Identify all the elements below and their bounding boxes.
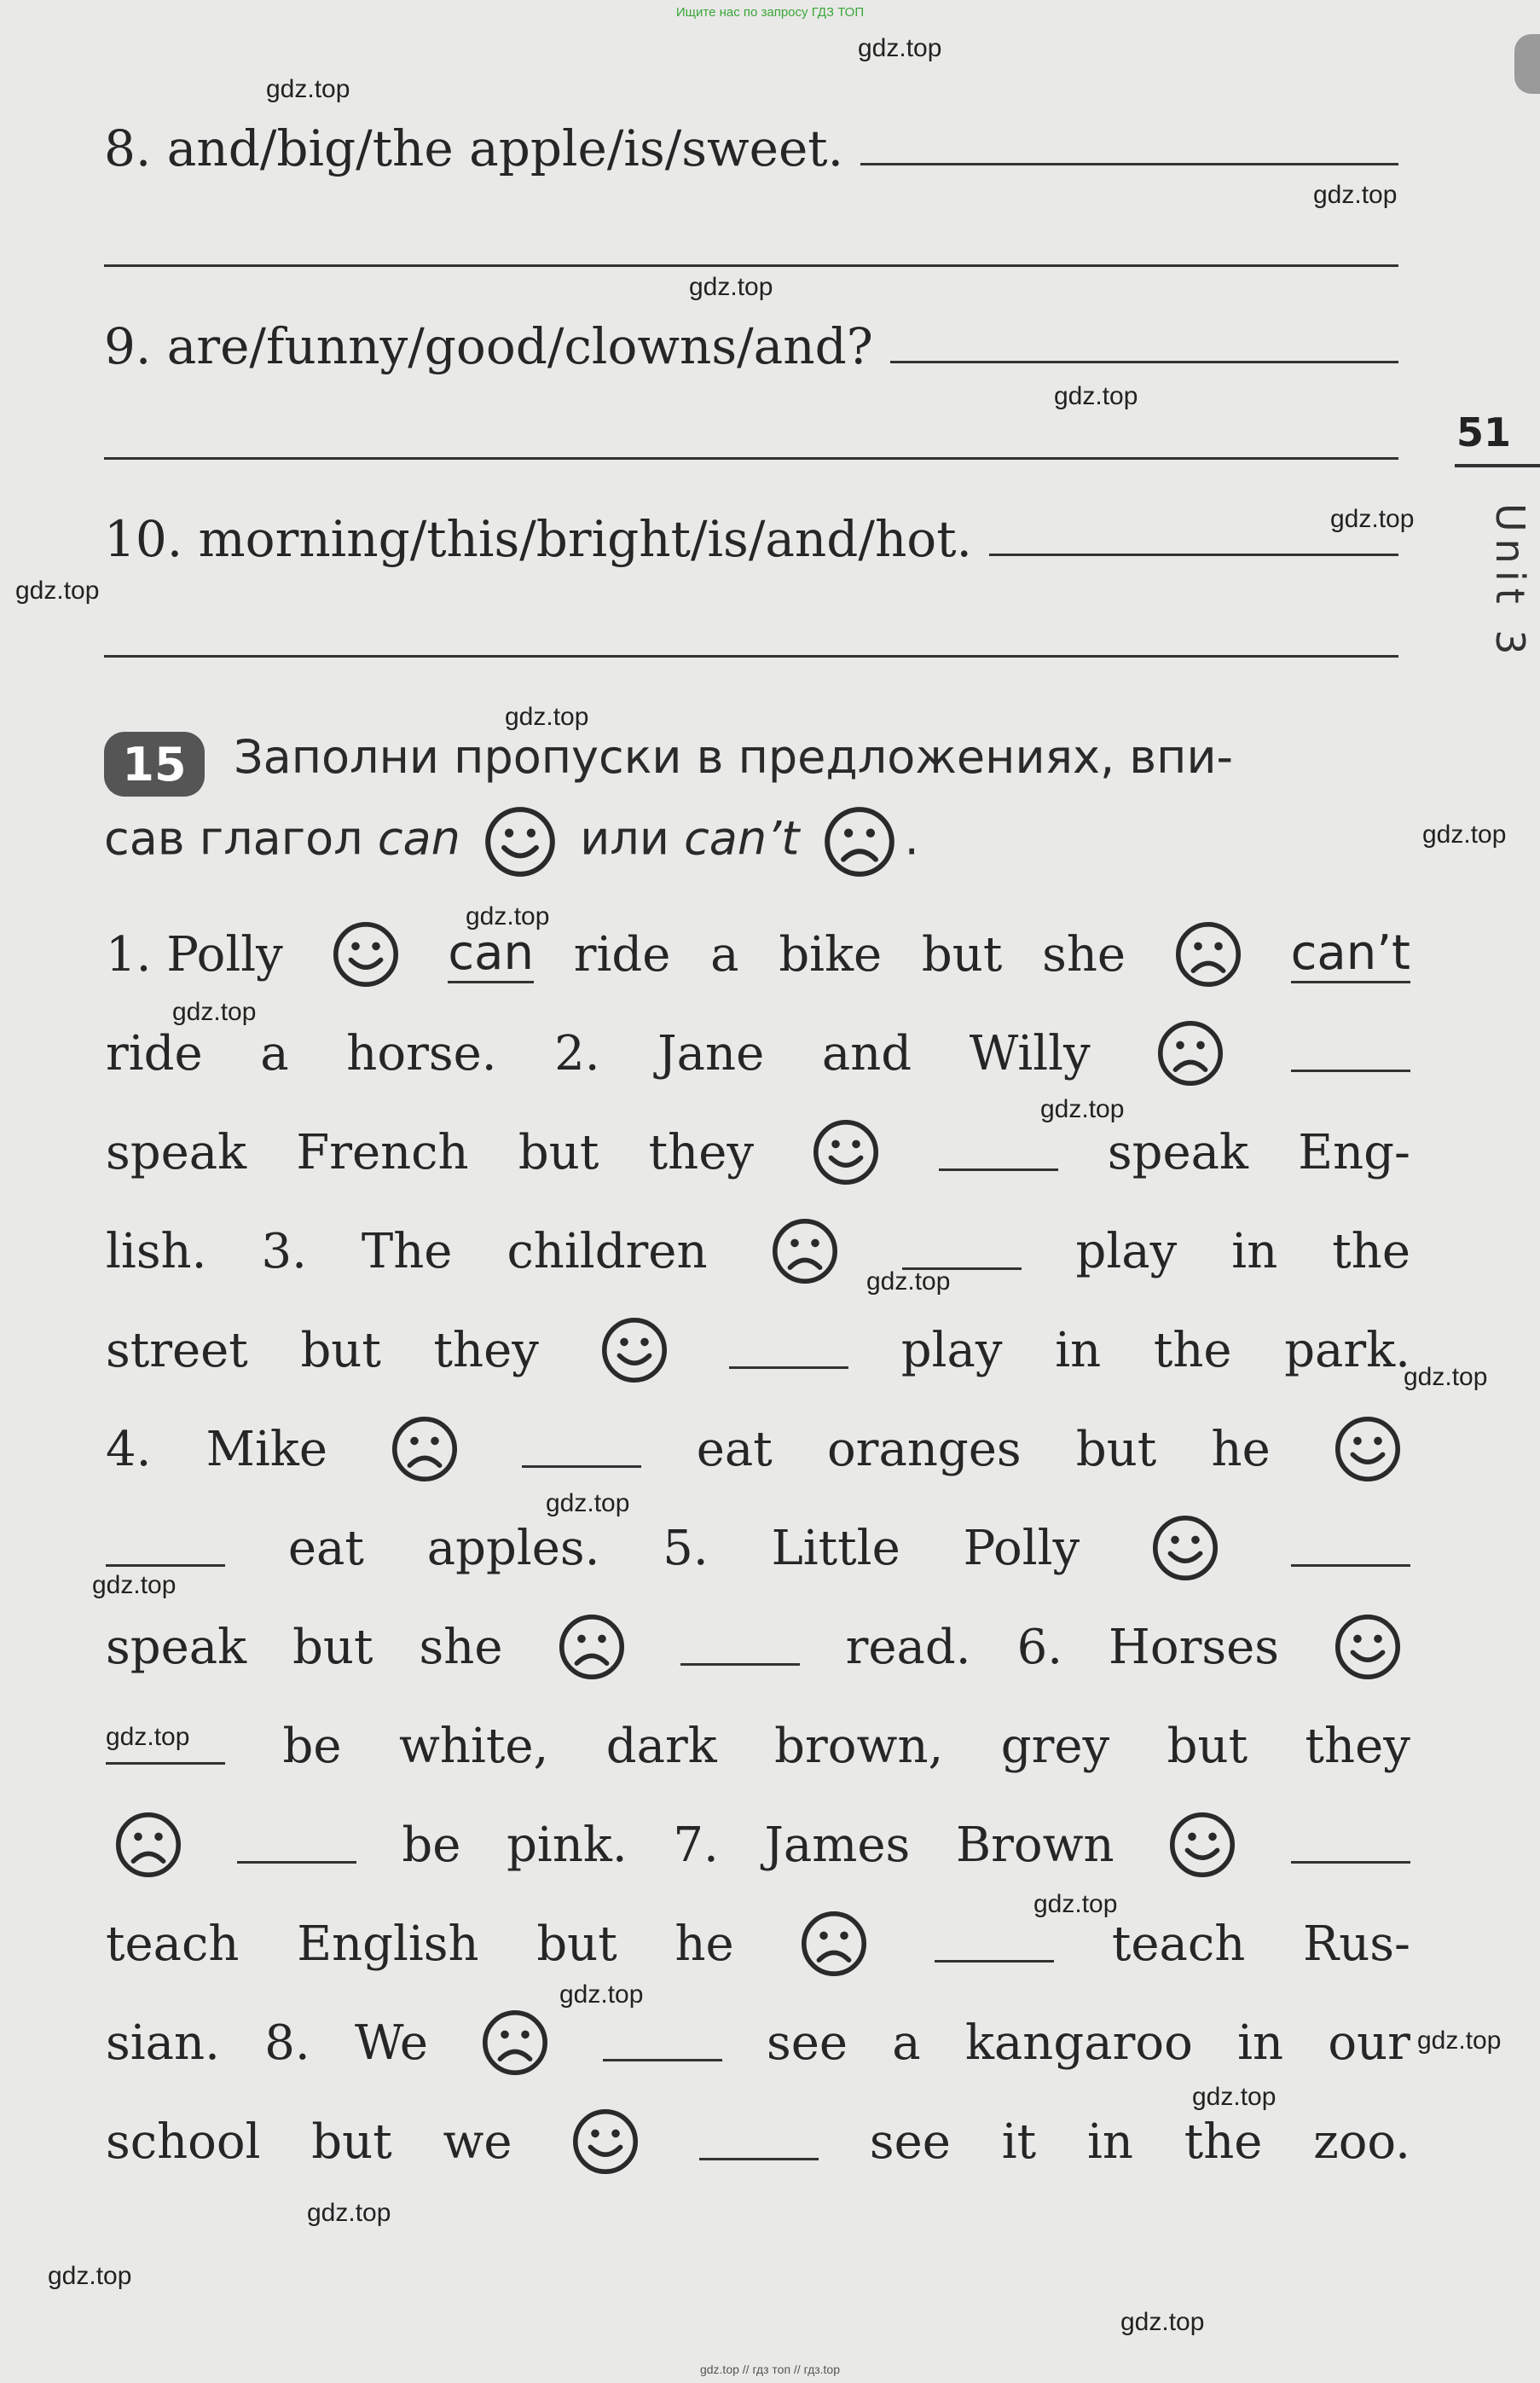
exercise-word: apples. bbox=[426, 1520, 600, 1576]
happy-face-icon bbox=[812, 1118, 880, 1186]
instruction-cant: can’t bbox=[684, 811, 800, 866]
top-banner: Ищите нас по запросу ГДЗ ТОП bbox=[675, 5, 865, 20]
sad-face-icon bbox=[771, 1217, 839, 1285]
exercise-word: James bbox=[764, 1817, 911, 1873]
exercise-word: a bbox=[892, 2015, 921, 2071]
exercise-word: she bbox=[419, 1619, 503, 1675]
exercise-word: 3. bbox=[261, 1223, 307, 1279]
happy-face-icon bbox=[1334, 1613, 1402, 1681]
watermark: gdz.top bbox=[1054, 382, 1138, 410]
exercise-word: street bbox=[106, 1322, 248, 1378]
watermark: gdz.top bbox=[92, 1571, 177, 1599]
exercise-word: the bbox=[1184, 2113, 1263, 2170]
answer-blank[interactable] bbox=[989, 553, 1398, 556]
answer-blank[interactable] bbox=[603, 2025, 722, 2061]
sad-face-icon bbox=[114, 1811, 182, 1879]
prev-item-10 bbox=[104, 510, 1398, 568]
happy-face-icon bbox=[1151, 1514, 1219, 1582]
exercise-word: be bbox=[282, 1718, 342, 1774]
exercise-word: he bbox=[1211, 1421, 1271, 1477]
watermark: gdz.top bbox=[1192, 2083, 1277, 2111]
happy-face-icon bbox=[332, 920, 400, 989]
exercise-word: children bbox=[507, 1223, 708, 1279]
exercise-line bbox=[106, 1105, 1410, 1199]
answer-blank[interactable] bbox=[237, 1827, 356, 1864]
exercise-line bbox=[106, 1006, 1410, 1100]
watermark: gdz.top bbox=[559, 1980, 644, 2009]
exercise-word: but bbox=[311, 2113, 392, 2170]
exercise-word: a bbox=[710, 926, 739, 983]
answer-blank[interactable] bbox=[1291, 1530, 1410, 1567]
answer-blank[interactable] bbox=[680, 1629, 800, 1666]
watermark: gdz.top bbox=[689, 273, 773, 301]
sad-face-icon bbox=[800, 1910, 868, 1978]
answer-blank[interactable] bbox=[1291, 1035, 1410, 1072]
answer-line[interactable] bbox=[104, 655, 1398, 658]
sad-face-icon bbox=[391, 1415, 459, 1483]
exercise-word: they bbox=[1305, 1718, 1410, 1774]
exercise-word: we bbox=[443, 2113, 512, 2170]
exercise-line bbox=[106, 1897, 1410, 1991]
exercise-word: but bbox=[300, 1322, 381, 1378]
answer-blank[interactable] bbox=[902, 1233, 1022, 1270]
happy-face-icon bbox=[571, 2108, 640, 2176]
watermark: gdz.top bbox=[466, 902, 550, 931]
exercise-word: kangaroo bbox=[964, 2015, 1193, 2071]
exercise-word: Brown bbox=[955, 1817, 1114, 1873]
exercise-word: horse. bbox=[346, 1025, 497, 1081]
exercise-word: oranges bbox=[826, 1421, 1022, 1477]
exercise-word: in bbox=[1055, 1322, 1102, 1378]
exercise-word: Willy bbox=[969, 1025, 1091, 1081]
watermark: gdz.top bbox=[505, 703, 589, 731]
instruction-end: . bbox=[904, 811, 919, 866]
exercise-number-badge: 15 bbox=[104, 732, 205, 797]
exercise-word: pink. bbox=[507, 1817, 628, 1873]
page-corner-tab bbox=[1514, 34, 1540, 94]
exercise-word: bike bbox=[779, 926, 883, 983]
exercise-word: but bbox=[292, 1619, 373, 1675]
watermark: gdz.top bbox=[1417, 2026, 1502, 2055]
exercise-word: grey bbox=[1000, 1718, 1110, 1774]
exercise-word: 6. bbox=[1016, 1619, 1062, 1675]
exercise-line bbox=[106, 907, 1410, 1001]
exercise-line bbox=[106, 1204, 1410, 1298]
prev-item-text: 9. are/funny/good/clowns/and? bbox=[104, 317, 873, 375]
exercise-word: play bbox=[1075, 1223, 1178, 1279]
answer-line[interactable] bbox=[104, 457, 1398, 460]
prev-item-9 bbox=[104, 317, 1398, 375]
exercise-word: English bbox=[297, 1916, 479, 1972]
exercise-line bbox=[106, 1303, 1410, 1397]
exercise-line bbox=[106, 1600, 1410, 1694]
instruction-text: сав глагол bbox=[104, 811, 363, 866]
exercise-word: they bbox=[433, 1322, 539, 1378]
exercise-word: our bbox=[1328, 2015, 1410, 2071]
exercise-word: but bbox=[921, 926, 1003, 983]
sad-face-icon bbox=[1156, 1019, 1224, 1087]
exercise-word: speak bbox=[106, 1124, 247, 1180]
exercise-word: play bbox=[900, 1322, 1003, 1378]
answer-blank[interactable] bbox=[699, 2124, 819, 2160]
exercise-word: and bbox=[821, 1025, 912, 1081]
answer-blank[interactable] bbox=[106, 1728, 225, 1765]
watermark: gdz.top bbox=[1330, 505, 1415, 533]
exercise-word: French bbox=[296, 1124, 469, 1180]
exercise-word: but bbox=[1167, 1718, 1248, 1774]
exercise-word: Rus- bbox=[1303, 1916, 1410, 1972]
filled-answer: can’t bbox=[1291, 925, 1410, 983]
exercise-line bbox=[106, 1798, 1410, 1892]
watermark: gdz.top bbox=[106, 1723, 190, 1751]
exercise-word: Little bbox=[771, 1520, 900, 1576]
exercise-word: speak bbox=[1107, 1124, 1248, 1180]
exercise-word: Eng- bbox=[1298, 1124, 1410, 1180]
watermark: gdz.top bbox=[1033, 1890, 1118, 1918]
exercise-word: 8. bbox=[264, 2015, 310, 2071]
exercise-line bbox=[106, 1501, 1410, 1595]
exercise-word: dark bbox=[605, 1718, 717, 1774]
answer-blank[interactable] bbox=[729, 1332, 848, 1369]
watermark: gdz.top bbox=[1040, 1095, 1125, 1123]
answer-blank[interactable] bbox=[890, 360, 1398, 363]
instruction-can: can bbox=[377, 811, 460, 866]
answer-blank[interactable] bbox=[106, 1530, 225, 1567]
exercise-word: but bbox=[536, 1916, 617, 1972]
watermark: gdz.top bbox=[546, 1489, 630, 1517]
sad-face-icon bbox=[481, 2009, 549, 2077]
exercise-word: Polly bbox=[963, 1520, 1080, 1576]
happy-face-icon bbox=[600, 1316, 669, 1384]
exercise-instruction-line2 bbox=[104, 805, 1409, 878]
exercise-word: Mike bbox=[206, 1421, 327, 1477]
answer-blank[interactable] bbox=[1291, 1827, 1410, 1864]
exercise-word: Horses bbox=[1109, 1619, 1279, 1675]
answer-blank[interactable] bbox=[860, 162, 1398, 165]
watermark: gdz.top bbox=[1404, 1363, 1488, 1391]
exercise-word: speak bbox=[106, 1619, 247, 1675]
watermark: gdz.top bbox=[1313, 181, 1398, 209]
exercise-instruction-line1: Заполни пропуски в предложениях, впи- bbox=[234, 730, 1234, 784]
exercise-line bbox=[106, 1699, 1410, 1793]
answer-blank[interactable] bbox=[939, 1134, 1058, 1171]
exercise-word: 2. bbox=[554, 1025, 600, 1081]
exercise-word: eat bbox=[696, 1421, 773, 1477]
exercise-word: he bbox=[674, 1916, 734, 1972]
exercise-word: the bbox=[1332, 1223, 1410, 1279]
exercise-word: she bbox=[1042, 926, 1126, 983]
exercise-word: zoo. bbox=[1313, 2113, 1410, 2170]
exercise-word: Jane bbox=[657, 1025, 765, 1081]
exercise-word: We bbox=[354, 2015, 429, 2071]
watermark: gdz.top bbox=[172, 998, 257, 1026]
sad-face-icon bbox=[823, 805, 896, 878]
exercise-word: lish. bbox=[106, 1223, 207, 1279]
exercise-word: 1. Polly bbox=[106, 926, 283, 983]
exercise-word: it bbox=[1001, 2113, 1037, 2170]
unit-label: Unit 3 bbox=[1487, 503, 1533, 662]
exercise-word: a bbox=[260, 1025, 289, 1081]
happy-face-icon bbox=[483, 805, 557, 878]
sad-face-icon bbox=[558, 1613, 626, 1681]
exercise-word: in bbox=[1237, 2015, 1284, 2071]
exercise-word: The bbox=[361, 1223, 453, 1279]
watermark: gdz.top bbox=[1120, 2308, 1205, 2336]
exercise-word: they bbox=[648, 1124, 754, 1180]
exercise-word: in bbox=[1231, 1223, 1278, 1279]
exercise-word: white, bbox=[398, 1718, 549, 1774]
instruction-or: или bbox=[580, 811, 669, 866]
watermark: gdz.top bbox=[1422, 820, 1507, 849]
exercise-word: brown, bbox=[774, 1718, 944, 1774]
exercise-word: see bbox=[766, 2015, 848, 2071]
exercise-word: but bbox=[518, 1124, 599, 1180]
exercise-word: ride bbox=[573, 926, 671, 983]
prev-item-text: 8. and/big/the apple/is/sweet. bbox=[104, 119, 844, 177]
exercise-word: in bbox=[1086, 2113, 1133, 2170]
filled-answer: can bbox=[448, 925, 534, 983]
exercise-word: but bbox=[1075, 1421, 1157, 1477]
happy-face-icon bbox=[1168, 1811, 1236, 1879]
exercise-word: sian. bbox=[106, 2015, 220, 2071]
exercise-word: 7. bbox=[673, 1817, 719, 1873]
watermark: gdz.top bbox=[858, 34, 942, 62]
exercise-word: eat bbox=[287, 1520, 364, 1576]
exercise-word: the bbox=[1153, 1322, 1232, 1378]
exercise-word: park. bbox=[1284, 1322, 1410, 1378]
exercise-word: school bbox=[106, 2113, 261, 2170]
exercise-word: read. bbox=[845, 1619, 971, 1675]
bottom-banner: gdz.top // гдз топ // гдз.top bbox=[699, 2363, 841, 2376]
watermark: gdz.top bbox=[266, 75, 350, 103]
exercise-line bbox=[106, 1996, 1410, 2090]
exercise-word: see bbox=[869, 2113, 951, 2170]
page-number: 51 bbox=[1456, 409, 1511, 455]
exercise-line bbox=[106, 2095, 1410, 2189]
exercise-word: be bbox=[402, 1817, 461, 1873]
exercise-line bbox=[106, 1402, 1410, 1496]
prev-item-8 bbox=[104, 119, 1398, 177]
exercise-word: 4. bbox=[106, 1421, 152, 1477]
watermark: gdz.top bbox=[48, 2262, 132, 2290]
watermark: gdz.top bbox=[866, 1267, 951, 1296]
happy-face-icon bbox=[1334, 1415, 1402, 1483]
watermark: gdz.top bbox=[307, 2199, 391, 2227]
page-number-rule bbox=[1455, 464, 1540, 467]
prev-item-text: 10. morning/this/bright/is/and/hot. bbox=[104, 510, 972, 568]
sad-face-icon bbox=[1174, 920, 1242, 989]
exercise-word: 5. bbox=[663, 1520, 709, 1576]
watermark: gdz.top bbox=[15, 577, 100, 605]
exercise-word: teach bbox=[106, 1916, 240, 1972]
answer-blank[interactable] bbox=[935, 1926, 1054, 1963]
answer-line[interactable] bbox=[104, 264, 1398, 267]
answer-blank[interactable] bbox=[522, 1431, 641, 1468]
exercise-word: ride bbox=[106, 1025, 203, 1081]
exercise-word: teach bbox=[1111, 1916, 1246, 1972]
